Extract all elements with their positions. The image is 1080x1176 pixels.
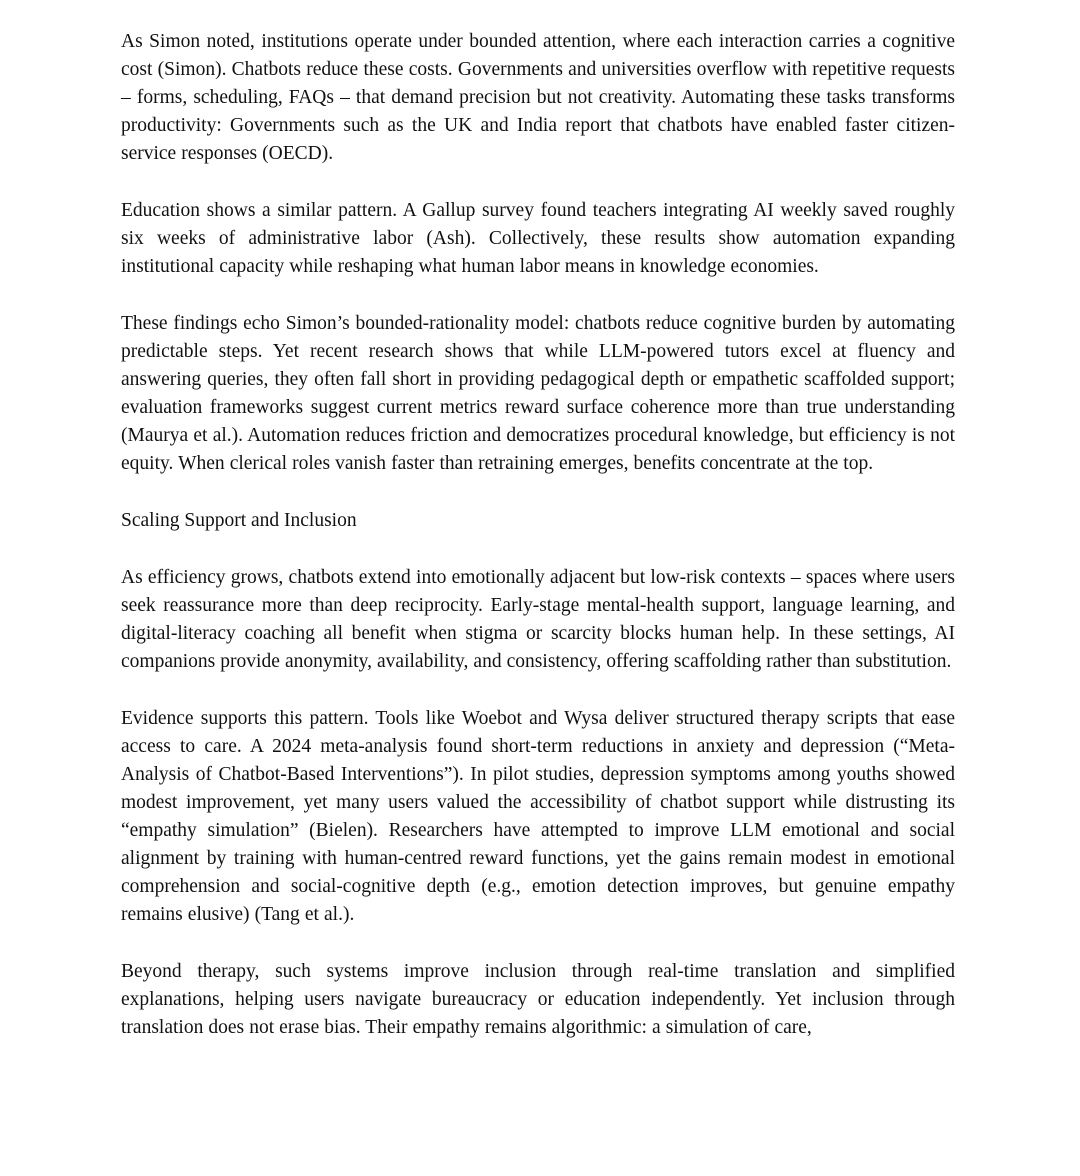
paragraph-bounded-rationality-model: These findings echo Simon’s bounded-rationality model: chatbots reduce cognitive burden by automating predictable steps. Yet recent research shows that while LLM-powered tutors excel at fluency and answering queries, they often fall short in providing pedagogical depth or empathetic scaffolded support; evaluation frameworks suggest current metrics reward surface coherence more than true understanding (Maurya et al.). Automation reduces friction and democratizes procedural knowledge, but efficiency is not equity. When clerical roles vanish faster than retraining emerges, benefits concentrate at the top. xyxy=(121,313,955,474)
paragraph-beyond-therapy-inclusion: Beyond therapy, such systems improve inclusion through real-time translation and simplified explanations, helping users navigate bureaucracy or education independently. Yet inclusion through translation does not erase bias. Their empathy remains algorithmic: a simulation of care, xyxy=(121,961,955,1038)
paragraph-evidence-woebot-wysa: Evidence supports this pattern. Tools like Woebot and Wysa deliver structured therapy scripts that ease access to care. A 2024 meta-analysis found short-term reductions in anxiety and depression (“Meta-Analysis of Chatbot-Based Interventions”). In pilot studies, depression symptoms among youths showed modest improvement, yet many users valued the accessibility of chatbot support while distrusting its “empathy simulation” (Bielen). Researchers have attempted to improve LLM emotional and social alignment by training with human-centred reward functions, yet the gains remain modest in emotional comprehension and social-cognitive depth (e.g., emotion detection improves, but genuine empathy remains elusive) (Tang et al.). xyxy=(121,708,955,925)
paragraph-education-gallup: Education shows a similar pattern. A Gallup survey found teachers integrating AI weekly saved roughly six weeks of administrative labor (Ash). Collectively, these results show automation expanding institutional capacity while reshaping what human labor means in knowledge economies. xyxy=(121,200,955,277)
paragraph-efficiency-grows: As efficiency grows, chatbots extend into emotionally adjacent but low-risk contexts – spaces where users seek reassurance more than deep reciprocity. Early-stage mental-health support, language learning, and digital-literacy coaching all benefit when stigma or scarcity blocks human help. In these settings, AI companions provide anonymity, availability, and consistency, offering scaffolding rather than substitution. xyxy=(121,567,955,672)
section-heading-scaling-support-and-inclusion: Scaling Support and Inclusion xyxy=(121,510,357,531)
paragraph-bounded-attention: As Simon noted, institutions operate under bounded attention, where each interaction carries a cognitive cost (Simon). Chatbots reduce these costs. Governments and universities overflow with repetitive requests – forms, scheduling, FAQs – that demand precision but not creativity. Automating these tasks transforms productivity: Governments such as the UK and India report that chatbots have enabled faster citizen-service responses (OECD). xyxy=(121,31,955,164)
text-column xyxy=(121,28,955,1042)
